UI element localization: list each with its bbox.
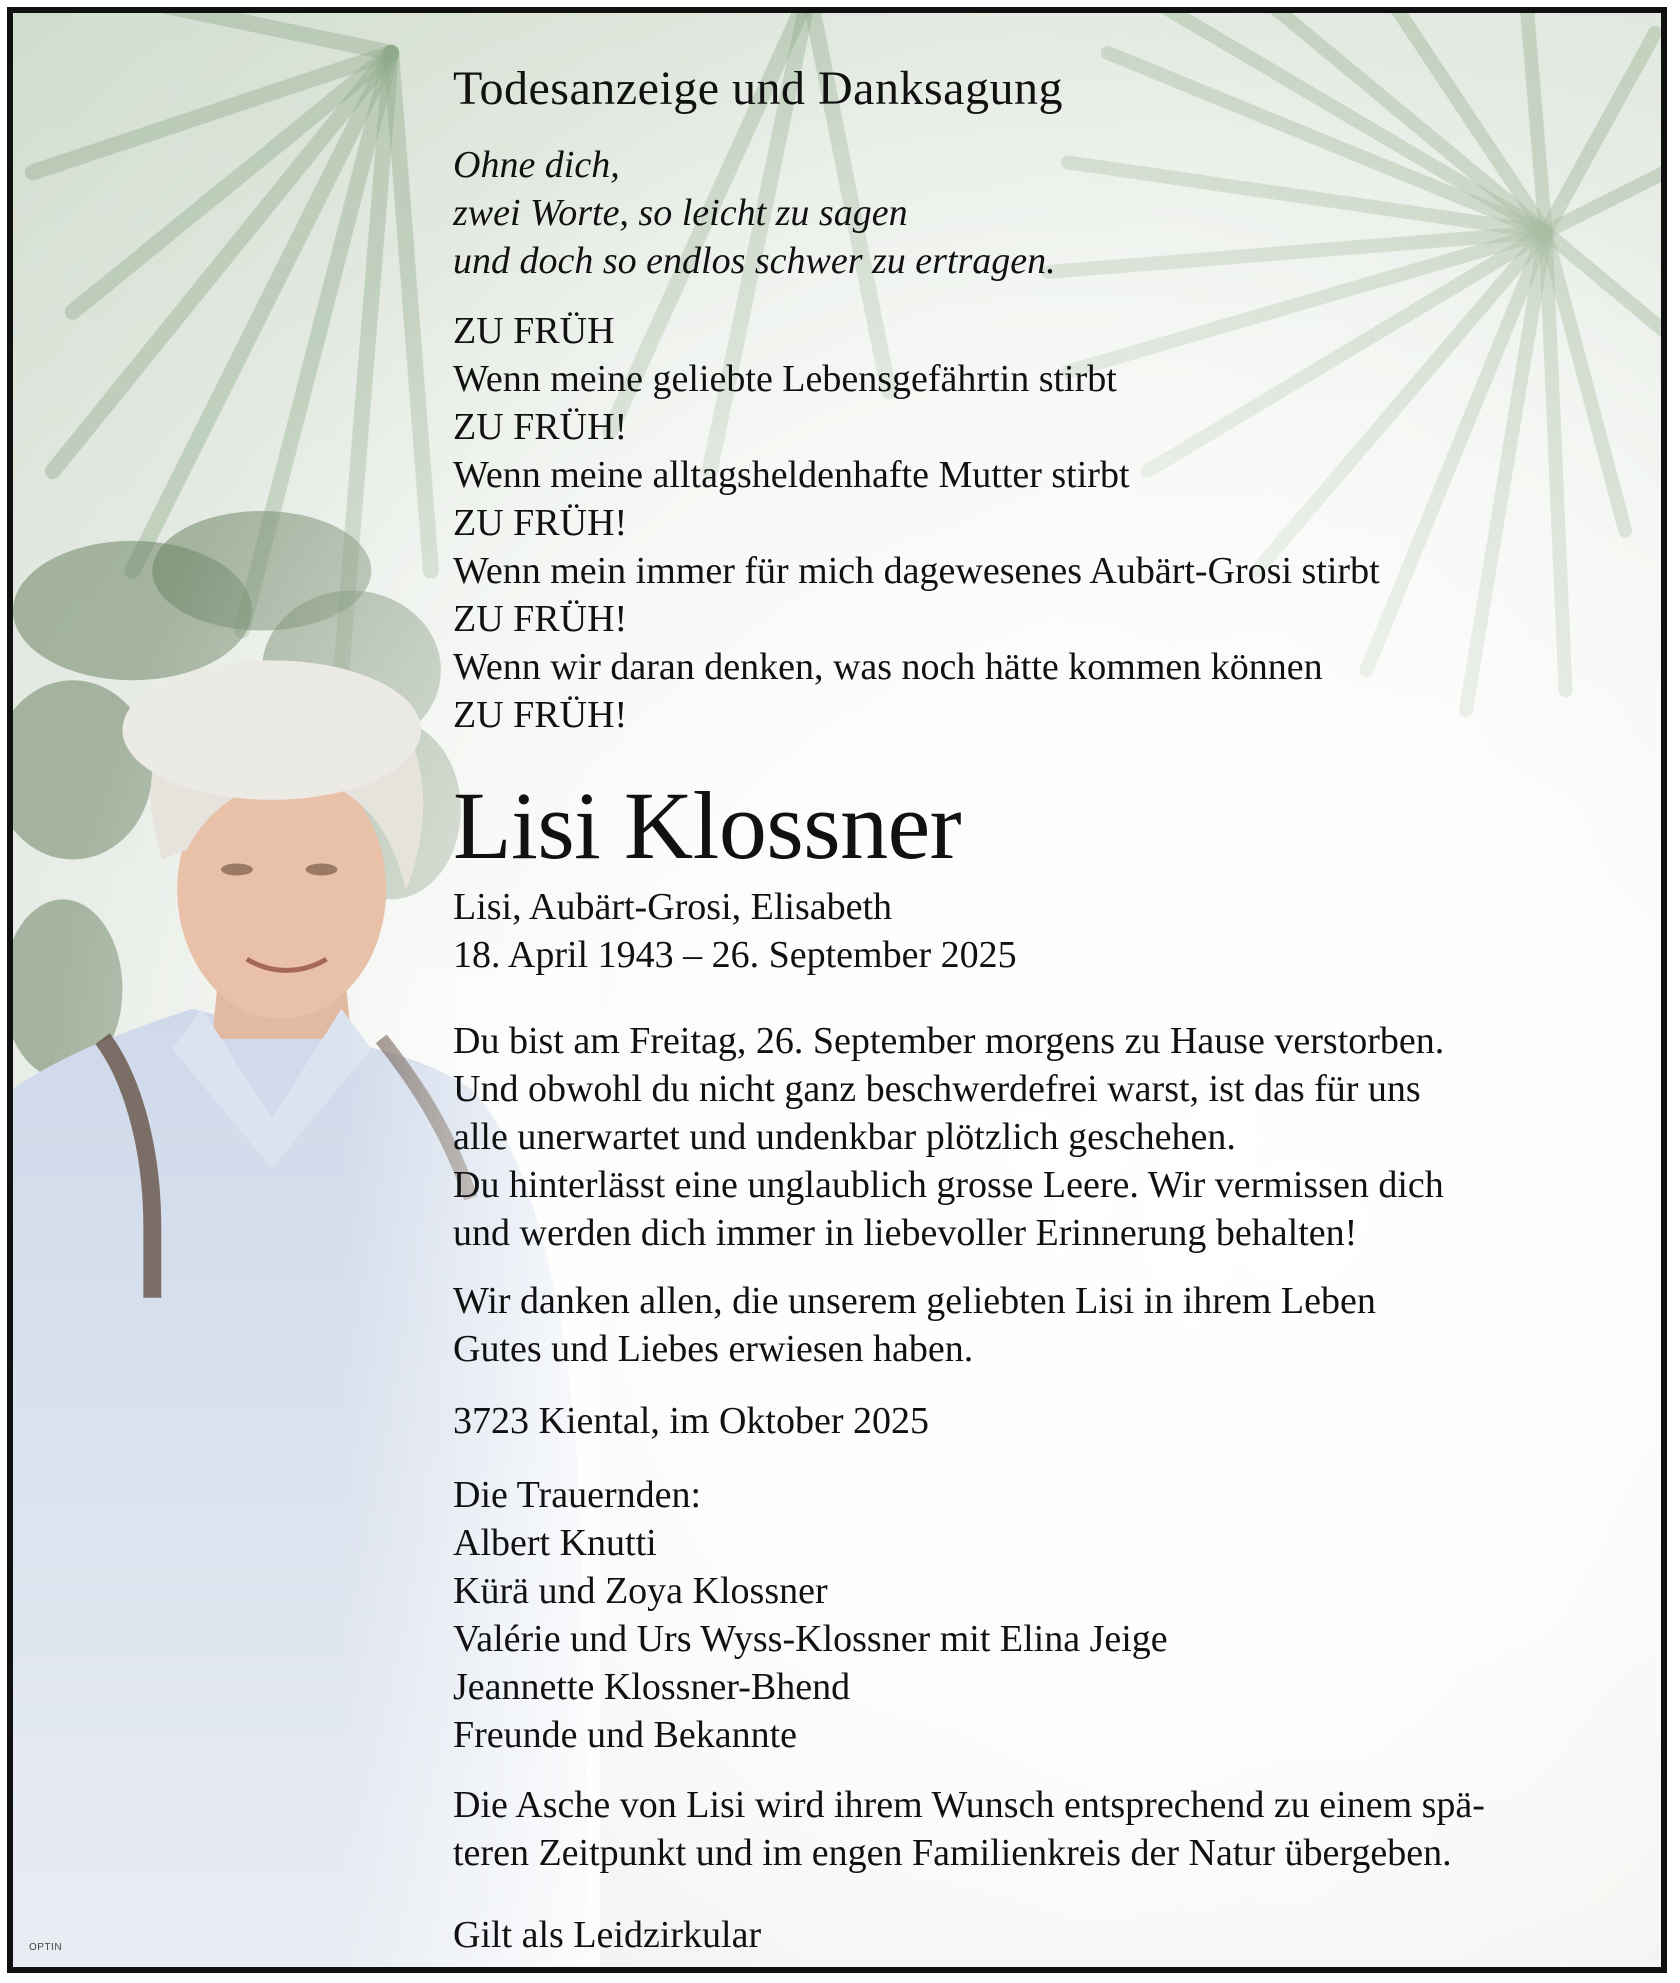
poem-line: ZU FRÜH!	[453, 502, 628, 544]
name-and-dates	[453, 883, 1017, 979]
paragraph-line: Die Asche von Lisi wird ihrem Wunsch entsprechend zu einem spä-	[453, 1784, 1485, 1826]
mourner: Valérie und Urs Wyss-Klossner mit Elina Jeige	[453, 1618, 1168, 1660]
ashes-paragraph	[453, 1781, 1485, 1877]
poem-line: Wenn meine alltagsheldenhafte Mutter stirbt	[453, 454, 1130, 496]
mourners-label: Die Trauernden:	[453, 1474, 702, 1516]
mourner: Kürä und Zoya Klossner	[453, 1570, 828, 1612]
verse-line: und doch so endlos schwer zu ertragen.	[453, 240, 1056, 282]
notice-heading: Todesanzeige und Danksagung	[453, 62, 1063, 115]
deceased-name: Lisi Klossner	[453, 772, 962, 879]
life-dates: 18. April 1943 – 26. September 2025	[453, 934, 1017, 976]
poem-line: ZU FRÜH	[453, 310, 615, 352]
paragraph-line: und werden dich immer in liebevoller Erinnerung behalten!	[453, 1212, 1358, 1254]
poem-line: ZU FRÜH!	[453, 598, 628, 640]
mourners-list	[453, 1471, 1168, 1759]
notice-frame	[7, 7, 1667, 1973]
poem-line: Wenn mein immer für mich dagewesenes Aubärt-Grosi stirbt	[453, 550, 1380, 592]
poem-line: Wenn meine geliebte Lebensgefährtin stirbt	[453, 358, 1117, 400]
poem	[453, 307, 1380, 739]
verse-line: Ohne dich,	[453, 144, 620, 186]
mourner: Freunde und Bekannte	[453, 1714, 798, 1756]
paragraph-line: teren Zeitpunkt und im engen Familienkreis der Natur übergeben.	[453, 1832, 1452, 1874]
mourner: Jeannette Klossner-Bhend	[453, 1666, 851, 1708]
paragraph-line: Gutes und Liebes erwiesen haben.	[453, 1328, 974, 1370]
mourner: Albert Knutti	[453, 1522, 657, 1564]
farewell-paragraph	[453, 1017, 1444, 1257]
poem-line: Wenn wir daran denken, was noch hätte kommen können	[453, 646, 1323, 688]
place-and-date: 3723 Kiental, im Oktober 2025	[453, 1400, 929, 1442]
verse-line: zwei Worte, so leicht zu sagen	[453, 192, 908, 234]
thanks-paragraph	[453, 1277, 1376, 1373]
corner-tag: OPTIN	[29, 1942, 63, 1953]
paragraph-line: Wir danken allen, die unserem geliebten Lisi in ihrem Leben	[453, 1280, 1376, 1322]
aliases: Lisi, Aubärt-Grosi, Elisabeth	[453, 886, 893, 928]
poem-line: ZU FRÜH!	[453, 406, 628, 448]
poem-line: ZU FRÜH!	[453, 694, 628, 736]
paragraph-line: Und obwohl du nicht ganz beschwerdefrei warst, ist das für uns	[453, 1068, 1421, 1110]
opening-verse	[453, 141, 1056, 285]
paragraph-line: Du bist am Freitag, 26. September morgens zu Hause verstorben.	[453, 1020, 1445, 1062]
paragraph-line: Du hinterlässt eine unglaublich grosse Leere. Wir vermissen dich	[453, 1164, 1444, 1206]
circular-note: Gilt als Leidzirkular	[453, 1914, 762, 1956]
paragraph-line: alle unerwartet und undenkbar plötzlich geschehen.	[453, 1116, 1236, 1158]
